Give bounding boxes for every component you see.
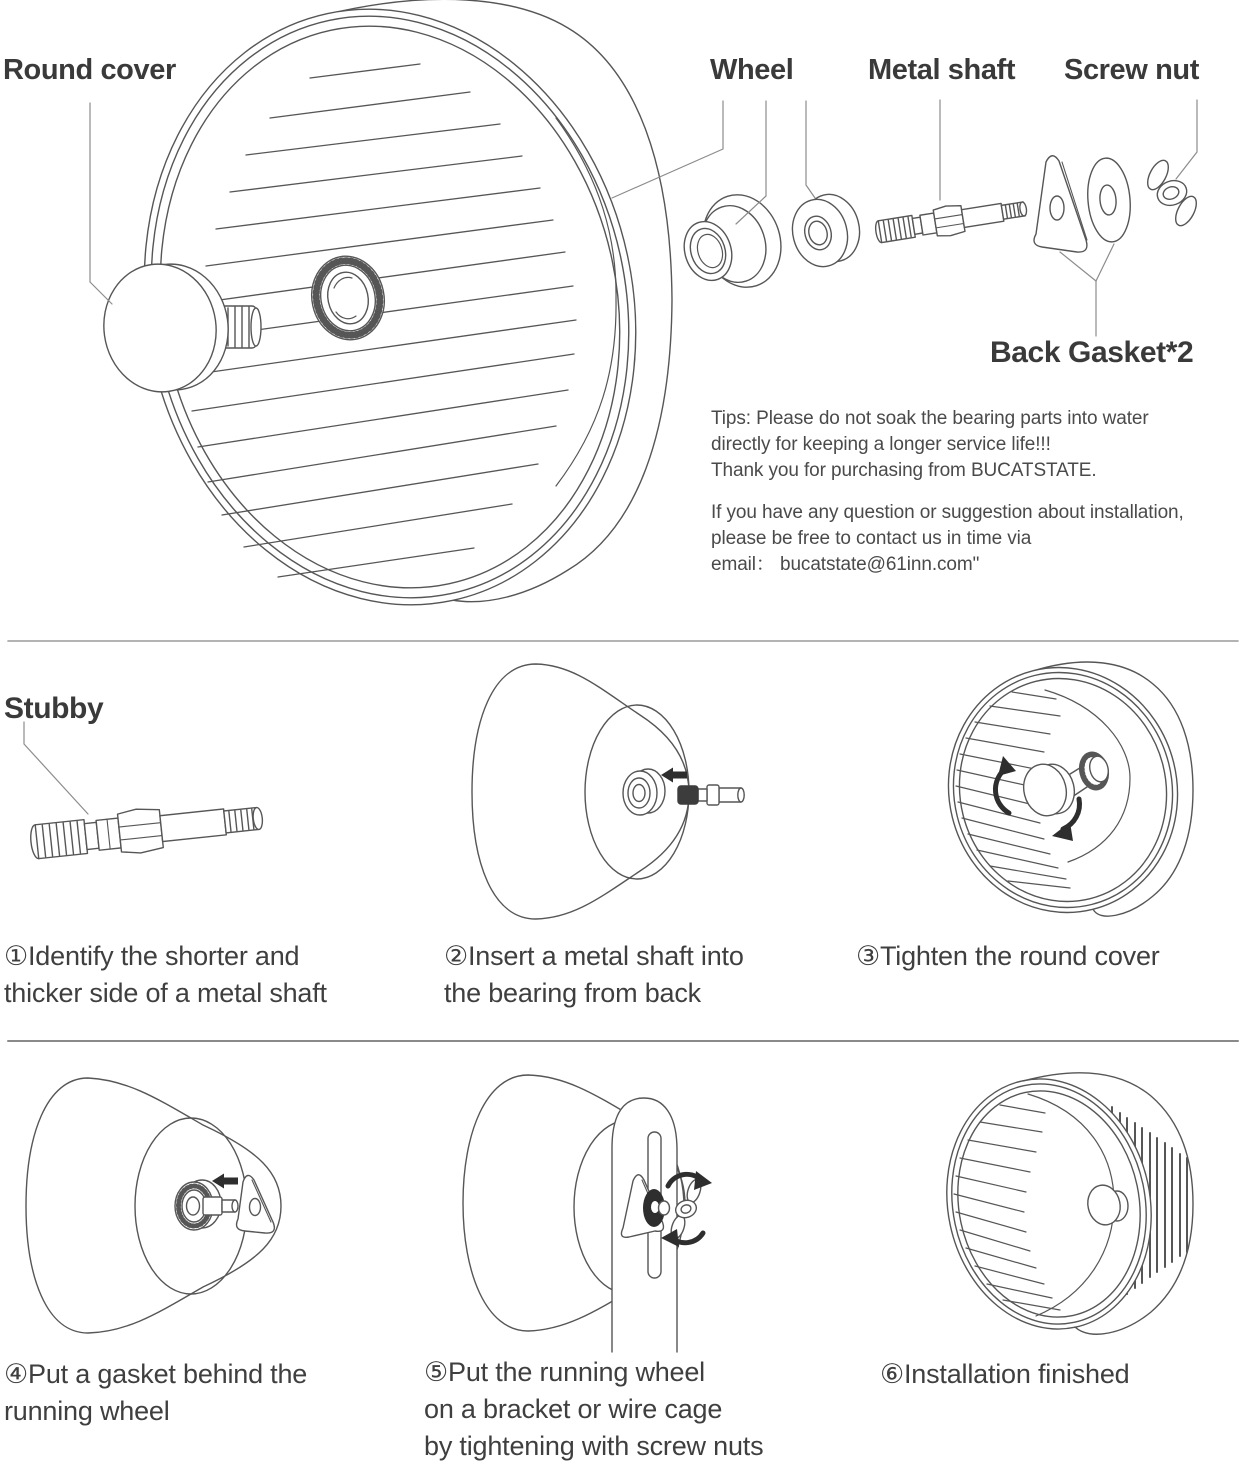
step-6-line: ⑥Installation finished: [880, 1359, 1130, 1389]
small-shaft-piece: [678, 785, 744, 805]
tips-line: directly for keeping a longer service life!!!: [711, 434, 1051, 455]
step3-tighten-cover-diagram: [923, 643, 1204, 937]
tips-line: email： bucatstate@61inn.com": [711, 554, 980, 575]
gasket-triangle-part-drawing: [1034, 156, 1087, 252]
step-2-caption: [444, 938, 744, 1012]
step-2-line: ②Insert a metal shaft into: [444, 941, 744, 971]
part-label-stubby: Stubby: [4, 692, 104, 725]
stubby-shaft-drawing: [29, 796, 265, 864]
gasket-washer-part-drawing: [1084, 156, 1133, 243]
step-5-line: on a bracket or wire cage: [424, 1394, 723, 1424]
step-1-line: ①Identify the shorter and: [4, 941, 300, 971]
tips-paragraph-1: [711, 406, 1149, 484]
step-5-line: by tightening with screw nuts: [424, 1431, 764, 1461]
step-3-line: ③Tighten the round cover: [856, 941, 1160, 971]
step-5-caption: [424, 1354, 763, 1465]
tips-line: Tips: Please do not soak the bearing parts into water: [711, 408, 1149, 429]
step6-finished-diagram: [924, 1060, 1193, 1348]
step5-bracket-diagram: [463, 1075, 712, 1352]
tips-line: please be free to contact us in time via: [711, 528, 1032, 549]
step-1-line: thicker side of a metal shaft: [4, 978, 327, 1008]
tips-line: Thank you for purchasing from BUCATSTATE.: [711, 460, 1097, 481]
part-label-wheel: Wheel: [710, 54, 794, 86]
step4-gasket-diagram: [26, 1078, 281, 1333]
step-4-line: running wheel: [4, 1396, 170, 1426]
step-1-caption: [4, 938, 327, 1012]
step4-shaft-stub: [203, 1197, 238, 1215]
step-3-caption: [856, 938, 1160, 975]
wing-nut-part-drawing: [1143, 157, 1200, 229]
step-5-line: ⑤Put the running wheel: [424, 1357, 705, 1387]
part-label-screw-nut: Screw nut: [1064, 54, 1199, 86]
bearing-part-drawing: [785, 188, 867, 273]
step-4-line: ④Put a gasket behind the: [4, 1359, 308, 1389]
step-4-caption: [4, 1356, 307, 1430]
step-2-line: the bearing from back: [444, 978, 701, 1008]
step5-bolt-tip: [659, 1201, 670, 1215]
part-label-back-gasket: Back Gasket*2: [990, 336, 1194, 369]
tips-line: If you have any question or suggestion about installation,: [711, 502, 1184, 523]
wheel-hub-part-drawing: [677, 185, 793, 298]
metal-shaft-part-drawing: [874, 194, 1029, 247]
tips-paragraph-2: [711, 500, 1184, 578]
step2-insert-shaft-diagram: [472, 664, 744, 919]
step-6-caption: [880, 1356, 1129, 1393]
part-label-metal-shaft: Metal shaft: [868, 54, 1016, 86]
part-label-round-cover: Round cover: [3, 54, 176, 86]
